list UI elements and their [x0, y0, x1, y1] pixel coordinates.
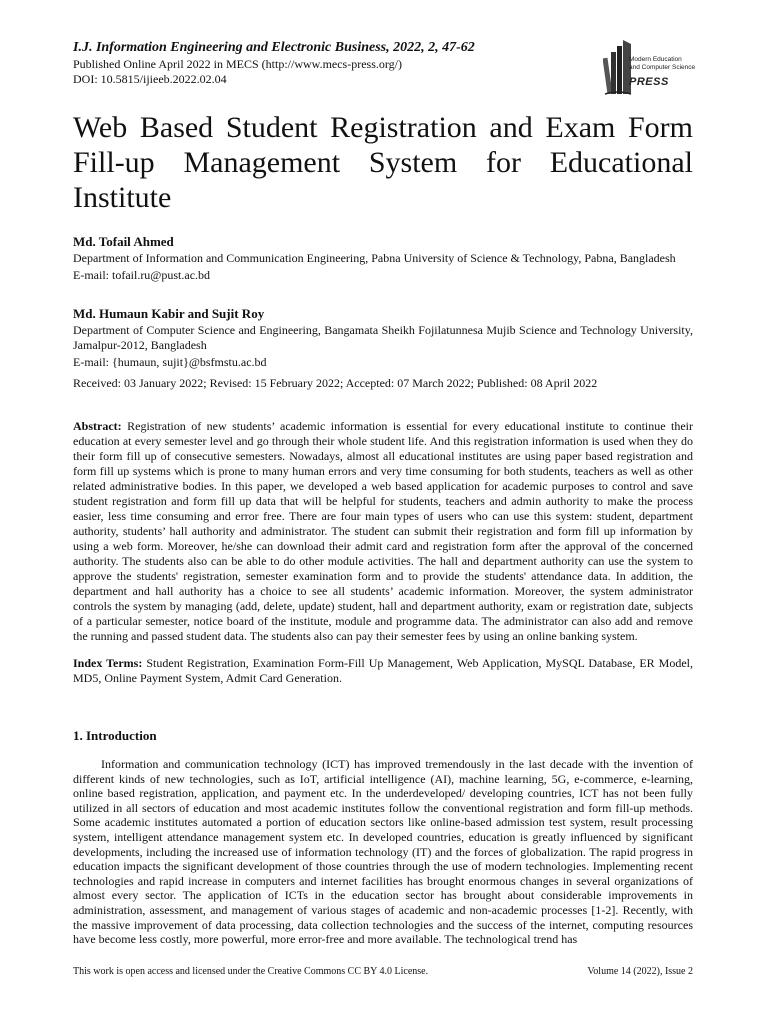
- publication-info: Published Online April 2022 in MECS (http://www.mecs-press.org/): [73, 57, 402, 71]
- publisher-line2: and Computer Science: [629, 63, 696, 71]
- publisher-press: PRESS: [629, 76, 669, 88]
- abstract-text: Registration of new students’ academic information is essential for every educational institute to continue their education at every semester level and go through their whole student life. And this registration information is used when they do their form fill up of consecutive semesters. Nowadays, almost all educational institutes are using paper based registration and form fill up systems which is prone to many human errors and very time consuming for both students, teachers as well as other related administrative bodies. In this paper, we developed a web based application for academic purposes to control and save student registration and form fill up data that will be helpful for students, teachers and admin authority to make the process easier, less time consuming and error free. There are four main types of users who can use this system: student, department authority, students’ hall authority and administrator. The student can submit their registration and form fill up information by using a web form. Moreover, he/she can download their admit card and registration form after the approval of the concerned authority. The students also can be able to do other module activities. The hall and department authority can use the system to approve the students' registration, semester examination form and to provide the students' attendance data. In addition, the department and hall authority has a choice to see all students’ academic information. Moreover, the system administrator controls the system by managing (add, delete, update) student, hall and department authority, exam or registration date, subjects of a particular semester, notice board of the institute, module and programme data. The administrator can also add and remove the running and passed student data. The students also can pay their semester fees by using an online banking system.: [73, 419, 694, 643]
- index-terms-text: Student Registration, Examination Form-Fill Up Management, Web Application, MySQL Database, ER Model, MD5, Online Payment System, Admit Card Generation.: [73, 656, 694, 685]
- author-name: Md. Tofail Ahmed: [73, 234, 174, 249]
- paper-title: Web Based Student Registration and Exam Form Fill-up Management System for Educational Institute: [73, 111, 693, 214]
- doi: DOI: 10.5815/ijieeb.2022.02.04: [73, 72, 227, 86]
- abstract-label: Abstract:: [73, 419, 122, 433]
- submission-dates: Received: 03 January 2022; Revised: 15 February 2022; Accepted: 07 March 2022; Published: 08 April 2022: [73, 376, 598, 390]
- publisher-name: [629, 56, 695, 71]
- index-terms: [73, 656, 693, 686]
- journal-issue: , 2022, 2, 47-62: [386, 40, 475, 55]
- author-block-2: [73, 306, 693, 370]
- section-heading: 1. Introduction: [73, 728, 157, 743]
- journal-citation: [73, 40, 475, 56]
- footer-license: This work is open access and licensed under the Creative Commons CC BY 4.0 License.: [73, 966, 429, 977]
- index-terms-label: Index Terms:: [73, 656, 143, 670]
- author-name: Md. Humaun Kabir and Sujit Roy: [73, 306, 265, 321]
- publisher-line1: Modern Education: [629, 56, 682, 63]
- publisher-logo: [603, 36, 703, 98]
- author-email: E-mail: tofail.ru@pust.ac.bd: [73, 268, 211, 282]
- author-block-1: [73, 234, 693, 283]
- author-affiliation: Department of Computer Science and Engineering, Bangamata Sheikh Fojilatunnesa Mujib Science and Technology University, Jamalpur-2012, Bangladesh: [73, 323, 693, 352]
- introduction-paragraph: Information and communication technology (ICT) has improved tremendously in the last decade with the invention of different kinds of new technologies, such as IoT, artificial intelligence (AI), machine learning, 5G, e-commerce, e-learning, online based registration, application, and payment etc. In the underdeveloped/ developing countries, ICT has not been fully utilized in all sectors of education and most academic institutes follow the conventional registration and form fill-up methods. Some academic institutes automated a portion of education sectors like online-based admission test system, result processing system, intelligent attendance management system etc. In developed countries, education is greatly influenced by significant developments, including the increased use of information technology (IT) and the forces of globalization. The rapid progress in education impacts the significant development of those countries through the use of modern technologies. Implementing recent technologies and rapid increase in computers and internet facilities has brought enormous changes in several organizations of almost every sector. The application of ICTs in the education sector has brought about considerable improvements in administration, assessment, and management of various stages of academic and non-academic processes [1-2]. Recently, with the massive improvement of data processing, data collection technologies and the success of the internet, computing resources have become less costly, more powerful, more error-free and more available. The technological trend has: [73, 757, 693, 947]
- author-email: E-mail: {humaun, sujit}@bsfmstu.ac.bd: [73, 355, 267, 369]
- abstract: [73, 419, 693, 644]
- footer-volume: Volume 14 (2022), Issue 2: [587, 966, 693, 977]
- author-affiliation: Department of Information and Communication Engineering, Pabna University of Science & Technology, Pabna, Bangladesh: [73, 251, 676, 265]
- journal-name: I.J. Information Engineering and Electronic Business: [73, 40, 387, 55]
